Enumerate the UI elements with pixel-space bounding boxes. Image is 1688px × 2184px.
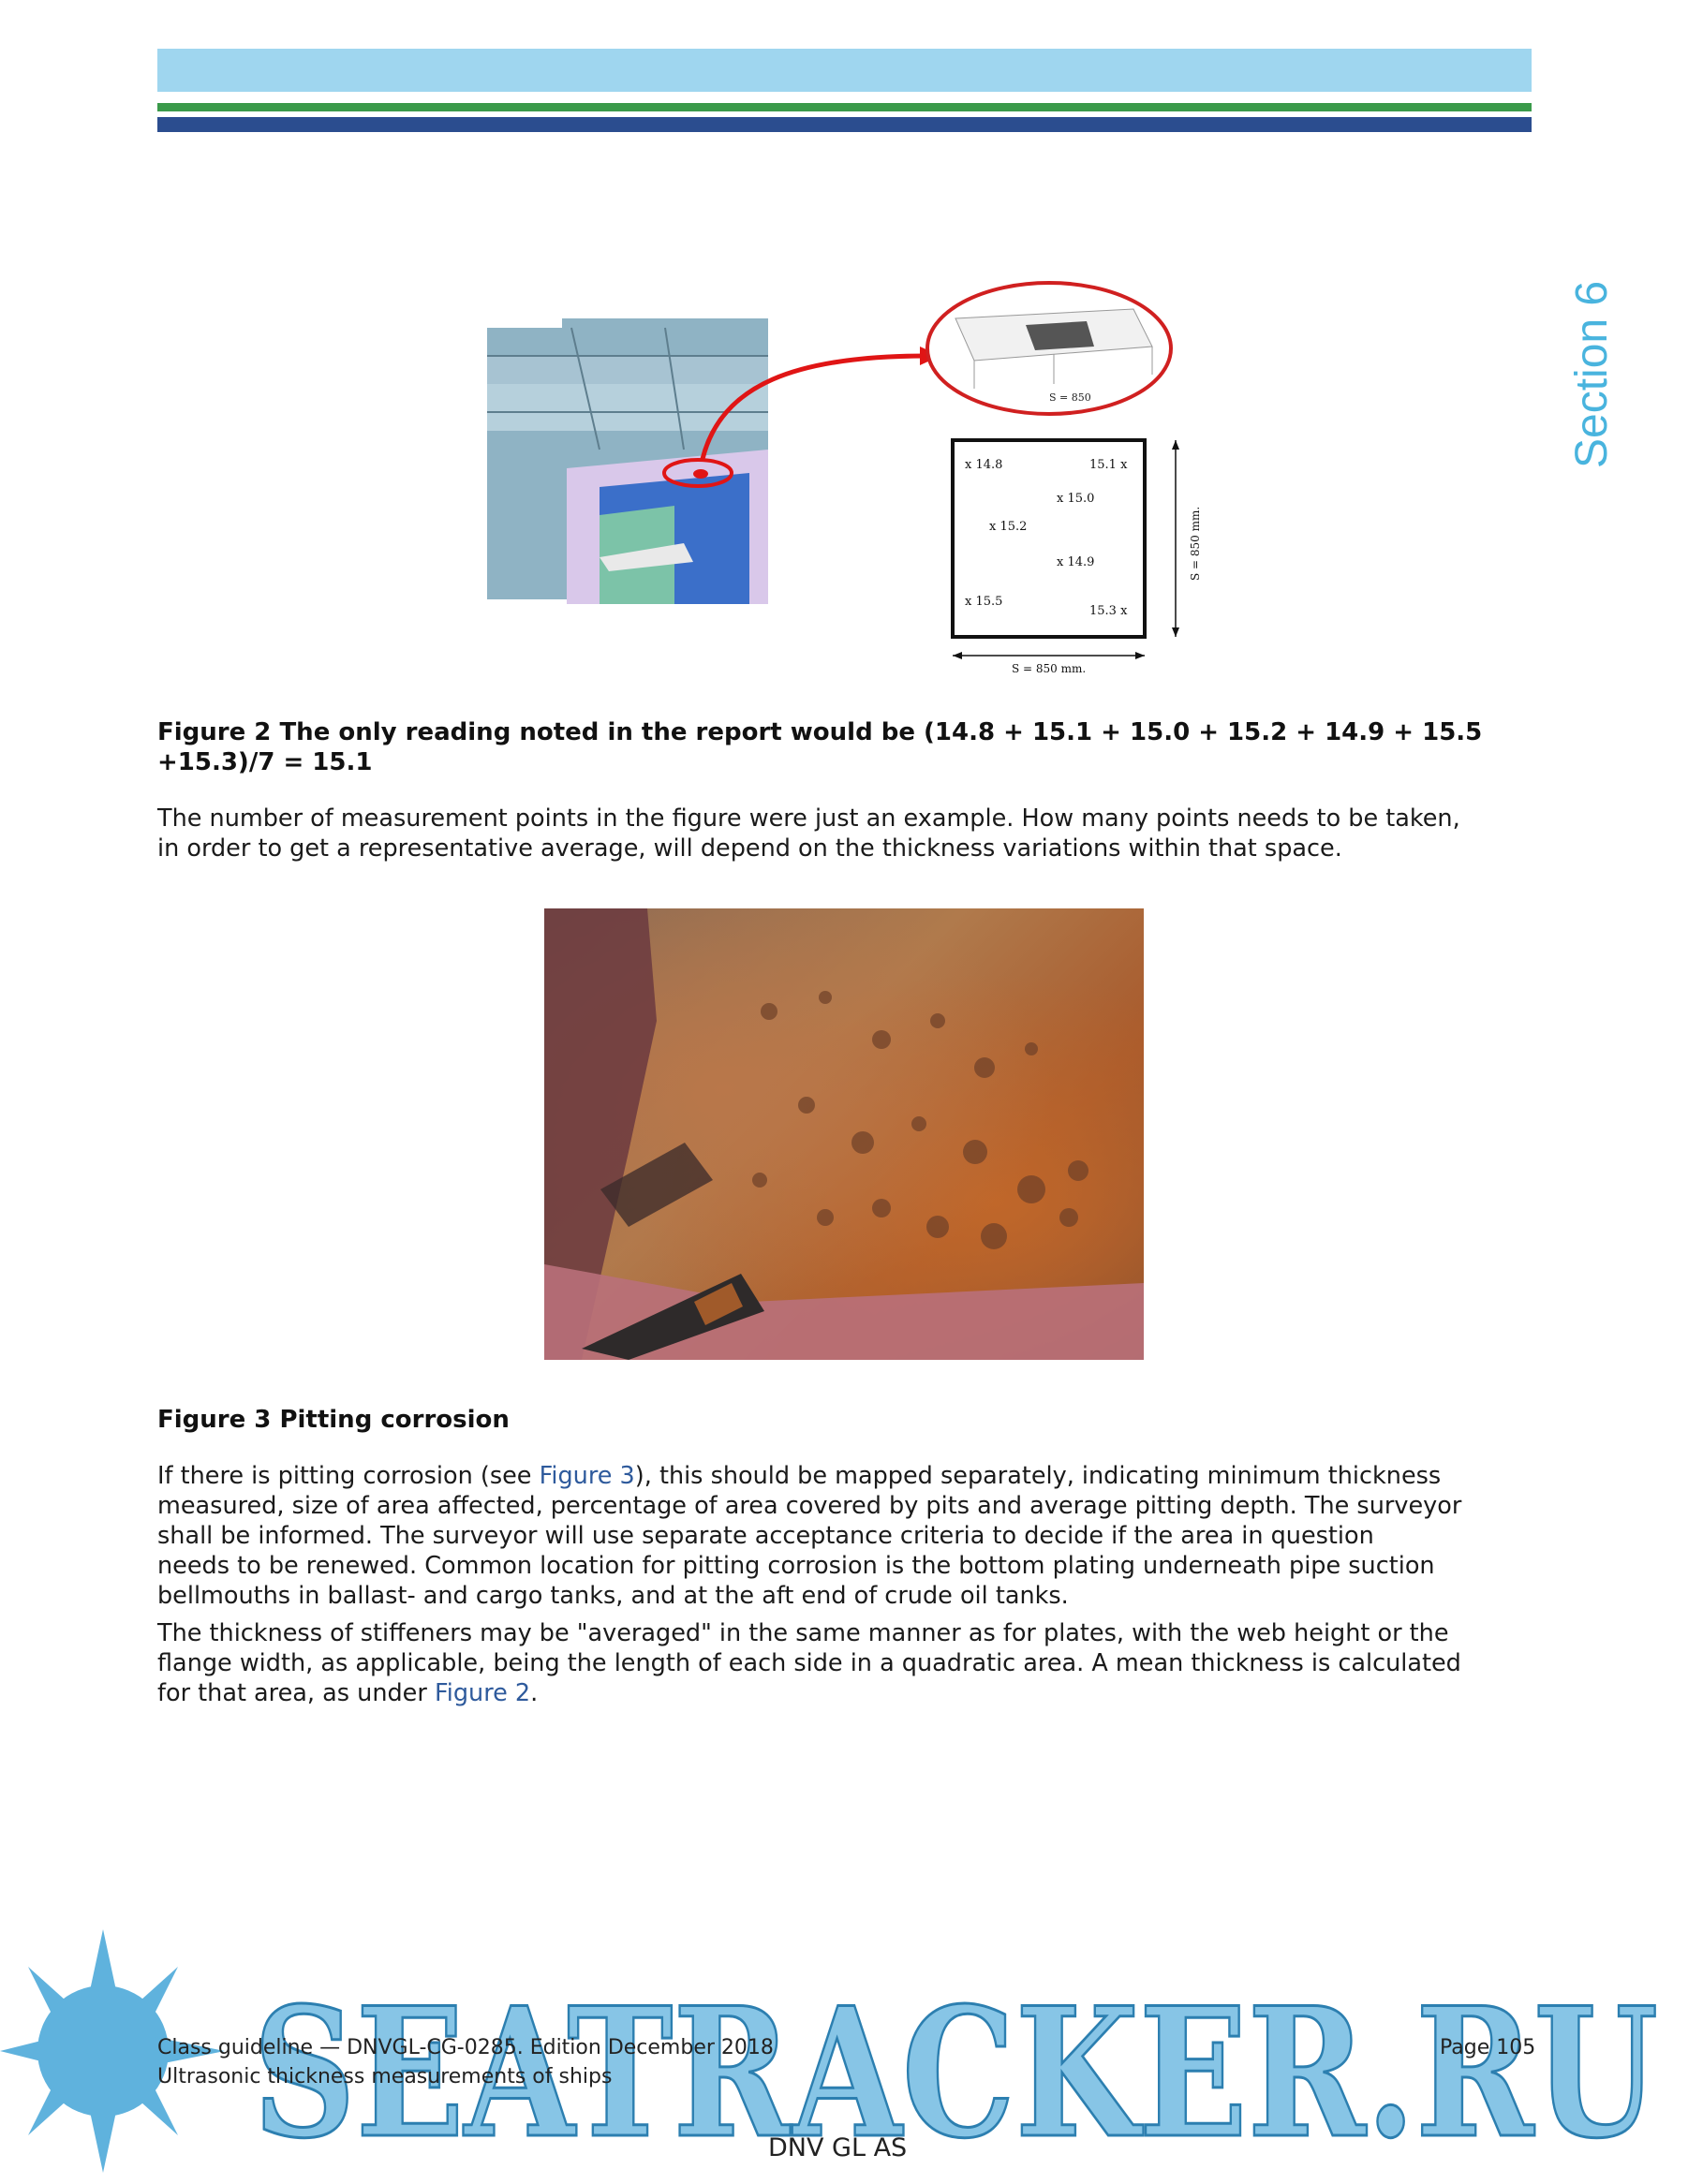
watermark-text: SEATRACKER.RU xyxy=(253,1969,1658,2173)
header-band-green xyxy=(157,103,1532,111)
pitting-corrosion-photo xyxy=(544,908,1144,1360)
figure-2-caption xyxy=(157,717,1532,777)
reading-15-2: x 15.2 xyxy=(989,520,1028,534)
paragraph-pitting xyxy=(157,1461,1532,1611)
text-run: If there is pitting corrosion (see xyxy=(157,1462,540,1490)
header-band-blue xyxy=(157,117,1532,132)
header-band-light xyxy=(157,49,1532,92)
reading-14-8: x 14.8 xyxy=(965,458,1003,472)
reading-15-1: 15.1 x xyxy=(1089,458,1128,472)
figure-3-link[interactable]: Figure 3 xyxy=(539,1462,635,1490)
detail-inset xyxy=(927,283,1171,414)
hull-structure-illustration xyxy=(487,318,768,604)
reading-15-5: x 15.5 xyxy=(965,595,1003,609)
photo-render xyxy=(544,908,1144,1360)
paragraph-line: bellmouths in ballast- and cargo tanks, and at the aft end of crude oil tanks. xyxy=(157,1582,1069,1610)
paragraph-line: The thickness of stiffeners may be "averaged" in the same manner as for plates, with the web height or the xyxy=(157,1619,1449,1647)
reading-14-9: x 14.9 xyxy=(1057,555,1095,569)
footer-document-title: Ultrasonic thickness measurements of ships xyxy=(157,2065,613,2088)
dimension-side: S = 850 mm. xyxy=(1189,506,1202,581)
text-run: for that area, as under xyxy=(157,1679,435,1707)
reading-15-0: x 15.0 xyxy=(1057,492,1095,506)
section-tab: Section 6 xyxy=(1567,280,1617,468)
text-run: . xyxy=(530,1679,539,1707)
company-name: DNV GL AS xyxy=(768,2133,908,2162)
paragraph-stiffeners xyxy=(157,1618,1532,1708)
figure-2-caption-line2: +15.3)/7 = 15.1 xyxy=(157,748,373,776)
page-number: Page 105 xyxy=(1440,2036,1536,2059)
footer-document-id: Class guideline — DNVGL-CG-0285. Edition December 2018 xyxy=(157,2036,774,2059)
paragraph-line xyxy=(157,1678,1532,1708)
paragraph-line xyxy=(157,1461,1532,1491)
figure-2-caption-line1: Figure 2 The only reading noted in the report would be (14.8 + 15.1 + 15.0 + 15.2 + 14.9 + 15.5 xyxy=(157,718,1483,746)
paragraph-line: The number of measurement points in the figure were just an example. How many points needs to be taken, xyxy=(157,804,1460,833)
text-run: ), this should be mapped separately, indicating minimum thickness xyxy=(634,1462,1442,1490)
paragraph-line: flange width, as applicable, being the length of each side in a quadratic area. A mean thickness is calculated xyxy=(157,1649,1461,1677)
figure-2-link[interactable]: Figure 2 xyxy=(434,1679,531,1707)
paragraph-line: shall be informed. The surveyor will use separate acceptance criteria to decide if the area in question xyxy=(157,1522,1374,1550)
paragraph-line: needs to be renewed. Common location for pitting corrosion is the bottom plating underneath pipe suction xyxy=(157,1552,1435,1580)
dimension-bottom: S = 850 mm. xyxy=(1012,662,1087,675)
paragraph-line: in order to get a representative average, will depend on the thickness variations within that space. xyxy=(157,834,1342,863)
paragraph-measurement-points xyxy=(157,804,1532,863)
inset-label: S = 850 xyxy=(1049,391,1091,404)
figure-3-caption: Figure 3 Pitting corrosion xyxy=(157,1406,510,1434)
reading-15-3: 15.3 x xyxy=(1089,604,1128,618)
paragraph-line: measured, size of area affected, percentage of area covered by pits and average pitting depth. The surveyor xyxy=(157,1492,1462,1520)
figure-2-diagram xyxy=(487,281,1218,684)
measurement-grid xyxy=(953,440,1202,675)
